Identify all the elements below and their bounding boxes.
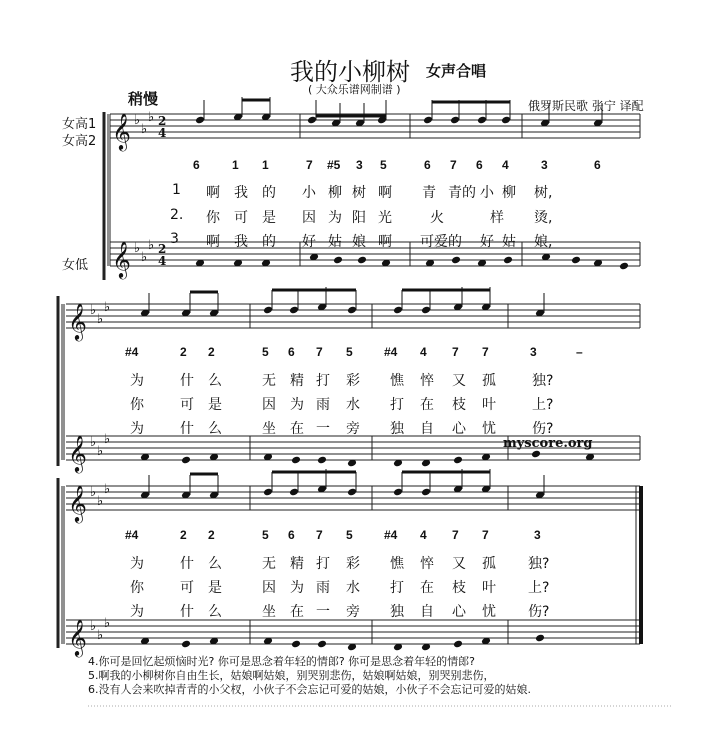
lyric-verse-1: 小: [480, 185, 494, 201]
lyric-verse-1: 么: [208, 556, 222, 572]
lyric-verse-1: 什: [180, 556, 194, 572]
lyric-verse-3: 可爱的: [420, 234, 462, 250]
note-head: [291, 456, 301, 465]
lyric-verse-3: 独: [390, 604, 404, 620]
lyric-verse-2: 是: [208, 397, 222, 413]
tempo-marking: 稍慢: [128, 90, 159, 108]
lyric-verse-2: 雨: [316, 580, 330, 596]
lyric-verse-1: 精: [290, 556, 304, 572]
flat-sign: ♭: [148, 110, 155, 125]
lyric-verse-1: 打: [316, 373, 330, 389]
note-head: [181, 640, 191, 649]
lyric-verse-2: 叶: [482, 580, 496, 596]
lyric-verse-1: 彩: [346, 373, 360, 389]
jianpu-number: 1: [262, 158, 269, 172]
flat-sign: ♭: [148, 238, 155, 253]
note-head: [357, 256, 367, 265]
lyric-verse-2: 上?: [532, 397, 554, 413]
note-head: [291, 640, 301, 649]
lyric-verse-3: 坐: [262, 604, 276, 620]
flat-sign: ♭: [134, 241, 141, 256]
treble-clef: 𝄞: [112, 112, 131, 150]
lyric-verse-1: 又: [452, 556, 466, 572]
lyric-verse-2: 水: [346, 397, 360, 413]
jianpu-number: #4: [125, 345, 139, 359]
jianpu-number: 5: [262, 528, 269, 542]
lyric-verse-1: 憔: [390, 556, 404, 572]
lyric-verse-1: 的: [262, 185, 276, 201]
jianpu-number: 7: [482, 528, 489, 542]
lyric-verse-1: 精: [290, 373, 304, 389]
jianpu-number: 6: [476, 158, 483, 172]
lyric-verse-2: 可: [180, 580, 194, 596]
lyric-verse-1: 独?: [528, 556, 550, 572]
jianpu-number: #4: [125, 528, 139, 542]
lyric-verse-3: 独: [390, 421, 404, 437]
flat-sign: ♭: [141, 250, 148, 265]
lyric-verse-2: 打: [390, 397, 404, 413]
lyric-verse-2: 打: [390, 580, 404, 596]
lyric-verse-3: 什: [180, 421, 194, 437]
lyric-verse-3: 心: [452, 604, 466, 620]
lyric-verse-2: 因: [262, 397, 276, 413]
lyric-verse-1: 无: [262, 556, 276, 572]
flat-sign: ♭: [97, 494, 104, 509]
lyric-verse-1: 啊: [378, 185, 392, 201]
note-head: [453, 640, 463, 649]
lyric-verse-3: 自: [420, 604, 434, 620]
lyric-verse-2: 你: [130, 397, 144, 413]
flat-sign: ♭: [97, 312, 104, 327]
lyric-verse-1: 又: [452, 373, 466, 389]
note-head: [571, 256, 581, 265]
note-head: [453, 456, 463, 465]
note-head: [535, 634, 545, 643]
lyric-verse-1: 为: [130, 556, 144, 572]
lyric-verse-1: 柳: [328, 185, 342, 201]
time-sig-bottom: 4: [158, 126, 167, 140]
flat-sign: ♭: [97, 444, 104, 459]
jianpu-number: 7: [316, 528, 323, 542]
lyric-verse-2: 样: [490, 210, 504, 226]
lyric-verse-2: 雨: [316, 397, 330, 413]
jianpu-number: 7: [452, 345, 459, 359]
jianpu-number: 5: [262, 345, 269, 359]
lyric-verse-2: 上?: [528, 580, 550, 596]
note-head: [451, 256, 461, 265]
jianpu-number: 5: [346, 528, 353, 542]
jianpu-number: 3: [541, 158, 548, 172]
lyric-verse-1: 悴: [420, 556, 434, 572]
lyric-verse-1: 1: [172, 182, 181, 198]
jianpu-number: 6: [288, 528, 295, 542]
flat-sign: ♭: [104, 432, 111, 447]
jianpu-number: 2: [208, 345, 215, 359]
lyric-verse-2: 烫,: [534, 210, 553, 226]
note-head: [619, 262, 629, 271]
part-label-soprano1: 女高1: [62, 117, 97, 132]
lyric-verse-2: 光: [378, 210, 392, 226]
note-head: [333, 256, 343, 265]
lyric-verse-3: 忧: [482, 421, 496, 437]
watermark: myscore.org: [503, 436, 593, 451]
note-head: [181, 456, 191, 465]
lyric-verse-2: 枝: [452, 580, 466, 596]
jianpu-number: 3: [534, 528, 541, 542]
lyric-verse-3: 忧: [482, 604, 496, 620]
lyric-verse-2: 你: [130, 580, 144, 596]
lyric-verse-3: 在: [290, 604, 304, 620]
lyric-verse-1: 啊: [206, 185, 220, 201]
flat-sign: ♭: [97, 628, 104, 643]
lyric-verse-3: 一: [316, 421, 330, 437]
lyric-verse-3: 在: [290, 421, 304, 437]
verse-4: 4.你可是回忆起烦恼时光? 你可是思念着年轻的情郎? 你可是思念着年轻的情郎?: [88, 655, 476, 668]
jianpu-number: #4: [384, 345, 398, 359]
lyric-verse-3: 为: [130, 604, 144, 620]
flat-sign: ♭: [90, 485, 97, 500]
lyric-verse-1: 青的: [448, 185, 476, 201]
composer-credit: 俄罗斯民歌 张宁 译配: [528, 99, 644, 113]
flat-sign: ♭: [90, 303, 97, 318]
jianpu-number: 3: [356, 158, 363, 172]
flat-sign: ♭: [90, 435, 97, 450]
part-label-soprano2: 女高2: [62, 134, 97, 149]
lyric-verse-2: 在: [420, 580, 434, 596]
song-title: 我的小柳树: [290, 58, 410, 86]
jianpu-number: 2: [180, 345, 187, 359]
lyric-verse-3: 么: [208, 604, 222, 620]
jianpu-number: 4: [420, 345, 427, 359]
lyric-verse-1: 柳: [502, 185, 516, 201]
lyric-verse-3: 自: [420, 421, 434, 437]
source-credit: ( 大众乐谱网制谱 ): [308, 83, 401, 96]
jianpu-number: 4: [420, 528, 427, 542]
lyric-verse-2: 叶: [482, 397, 496, 413]
time-sig-bottom: 4: [158, 254, 167, 268]
lyric-verse-1: 孤: [482, 373, 496, 389]
lyric-verse-3: 么: [208, 421, 222, 437]
lyric-verse-3: 一: [316, 604, 330, 620]
lyric-verse-1: 打: [316, 556, 330, 572]
lyric-verse-2: 阳: [352, 210, 366, 226]
lyric-verse-2: 为: [290, 397, 304, 413]
jianpu-number: 7: [306, 158, 313, 172]
treble-clef: 𝄞: [68, 302, 87, 340]
jianpu-number: 6: [594, 158, 601, 172]
jianpu-number: 6: [288, 345, 295, 359]
jianpu-number: 7: [482, 345, 489, 359]
jianpu-number: 4: [502, 158, 509, 172]
lyric-verse-2: 2.: [170, 207, 184, 223]
lyric-verse-1: 树,: [534, 185, 553, 201]
note-head: [503, 256, 513, 265]
lyric-verse-2: 可: [180, 397, 194, 413]
lyric-verse-2: 枝: [452, 397, 466, 413]
lyric-verse-3: 坐: [262, 421, 276, 437]
jianpu-number: 7: [450, 158, 457, 172]
lyric-verse-1: 青: [422, 185, 436, 201]
part-label-alto: 女低: [62, 258, 89, 273]
treble-clef: 𝄞: [68, 618, 87, 656]
time-sig-top: 2: [158, 242, 167, 256]
lyric-verse-3: 好: [480, 234, 494, 250]
lyric-verse-3: 姑: [502, 234, 516, 250]
lyric-verse-3: 伤?: [528, 604, 550, 620]
jianpu-number: 1: [232, 158, 239, 172]
lyric-verse-3: 旁: [346, 421, 360, 437]
lyric-verse-3: 什: [180, 604, 194, 620]
lyric-verse-1: 悴: [420, 373, 434, 389]
lyric-verse-3: 旁: [346, 604, 360, 620]
lyric-verse-2: 火: [430, 210, 444, 226]
lyric-verse-1: 为: [130, 373, 144, 389]
jianpu-number: 7: [316, 345, 323, 359]
lyric-verse-1: 无: [262, 373, 276, 389]
jianpu-number: 2: [208, 528, 215, 542]
lyric-verse-3: 伤?: [532, 421, 554, 437]
lyric-verse-3: 的: [262, 234, 276, 250]
song-subtitle: 女声合唱: [426, 62, 487, 80]
note-head: [317, 456, 327, 465]
lyric-verse-3: 姑: [328, 234, 342, 250]
lyric-verse-3: 好: [302, 234, 316, 250]
lyric-verse-1: 小: [302, 185, 316, 201]
lyric-verse-2: 是: [262, 210, 276, 226]
jianpu-number: #4: [384, 528, 398, 542]
flat-sign: ♭: [141, 122, 148, 137]
lyric-verse-3: 3: [170, 231, 179, 247]
jianpu-number: 3: [530, 345, 537, 359]
lyric-verse-3: 为: [130, 421, 144, 437]
lyric-verse-2: 为: [290, 580, 304, 596]
lyric-verse-1: 憔: [390, 373, 404, 389]
jianpu-number: 5: [346, 345, 353, 359]
flat-sign: ♭: [134, 113, 141, 128]
lyric-verse-2: 因: [262, 580, 276, 596]
lyric-verse-2: 在: [420, 397, 434, 413]
lyric-verse-3: 娘,: [534, 234, 553, 250]
treble-clef: 𝄞: [68, 434, 87, 472]
lyric-verse-3: 娘: [352, 234, 366, 250]
verse-6: 6.没有人会来吹掉青青的小父杈，小伙子不会忘记可爱的姑娘，小伙子不会忘记可爱的姑娘.: [88, 683, 531, 696]
treble-clef: 𝄞: [68, 484, 87, 522]
note-head: [317, 640, 327, 649]
lyric-verse-3: 啊: [378, 234, 392, 250]
jianpu-number: 2: [180, 528, 187, 542]
lyric-verse-2: 可: [234, 210, 248, 226]
time-sig-top: 2: [158, 114, 167, 128]
lyric-verse-1: 树: [352, 185, 366, 201]
lyric-verse-3: 我: [234, 234, 248, 250]
jianpu-number: 6: [424, 158, 431, 172]
jianpu-number: –: [576, 345, 583, 359]
lyric-verse-2: 是: [208, 580, 222, 596]
lyric-verse-1: 么: [208, 373, 222, 389]
jianpu-number: #5: [327, 158, 341, 172]
lyric-verse-1: 彩: [346, 556, 360, 572]
lyric-verse-1: 独?: [532, 373, 554, 389]
flat-sign: ♭: [90, 619, 97, 634]
lyric-verse-3: 啊: [206, 234, 220, 250]
jianpu-number: 7: [452, 528, 459, 542]
lyric-verse-1: 我: [234, 185, 248, 201]
jianpu-number: 6: [193, 158, 200, 172]
lyric-verse-2: 你: [206, 210, 220, 226]
lyric-verse-2: 因: [302, 210, 316, 226]
lyric-verse-2: 为: [328, 210, 342, 226]
lyric-verse-1: 孤: [482, 556, 496, 572]
verse-5: 5.啊我的小柳树你自由生长，姑娘啊姑娘，别哭别悲伤，姑娘啊姑娘，别哭别悲伤，: [88, 669, 495, 682]
lyric-verse-3: 心: [452, 421, 466, 437]
flat-sign: ♭: [104, 482, 111, 497]
jianpu-number: 5: [380, 158, 387, 172]
flat-sign: ♭: [104, 300, 111, 315]
lyric-verse-1: 什: [180, 373, 194, 389]
flat-sign: ♭: [104, 616, 111, 631]
lyric-verse-2: 水: [346, 580, 360, 596]
treble-clef: 𝄞: [112, 240, 131, 278]
